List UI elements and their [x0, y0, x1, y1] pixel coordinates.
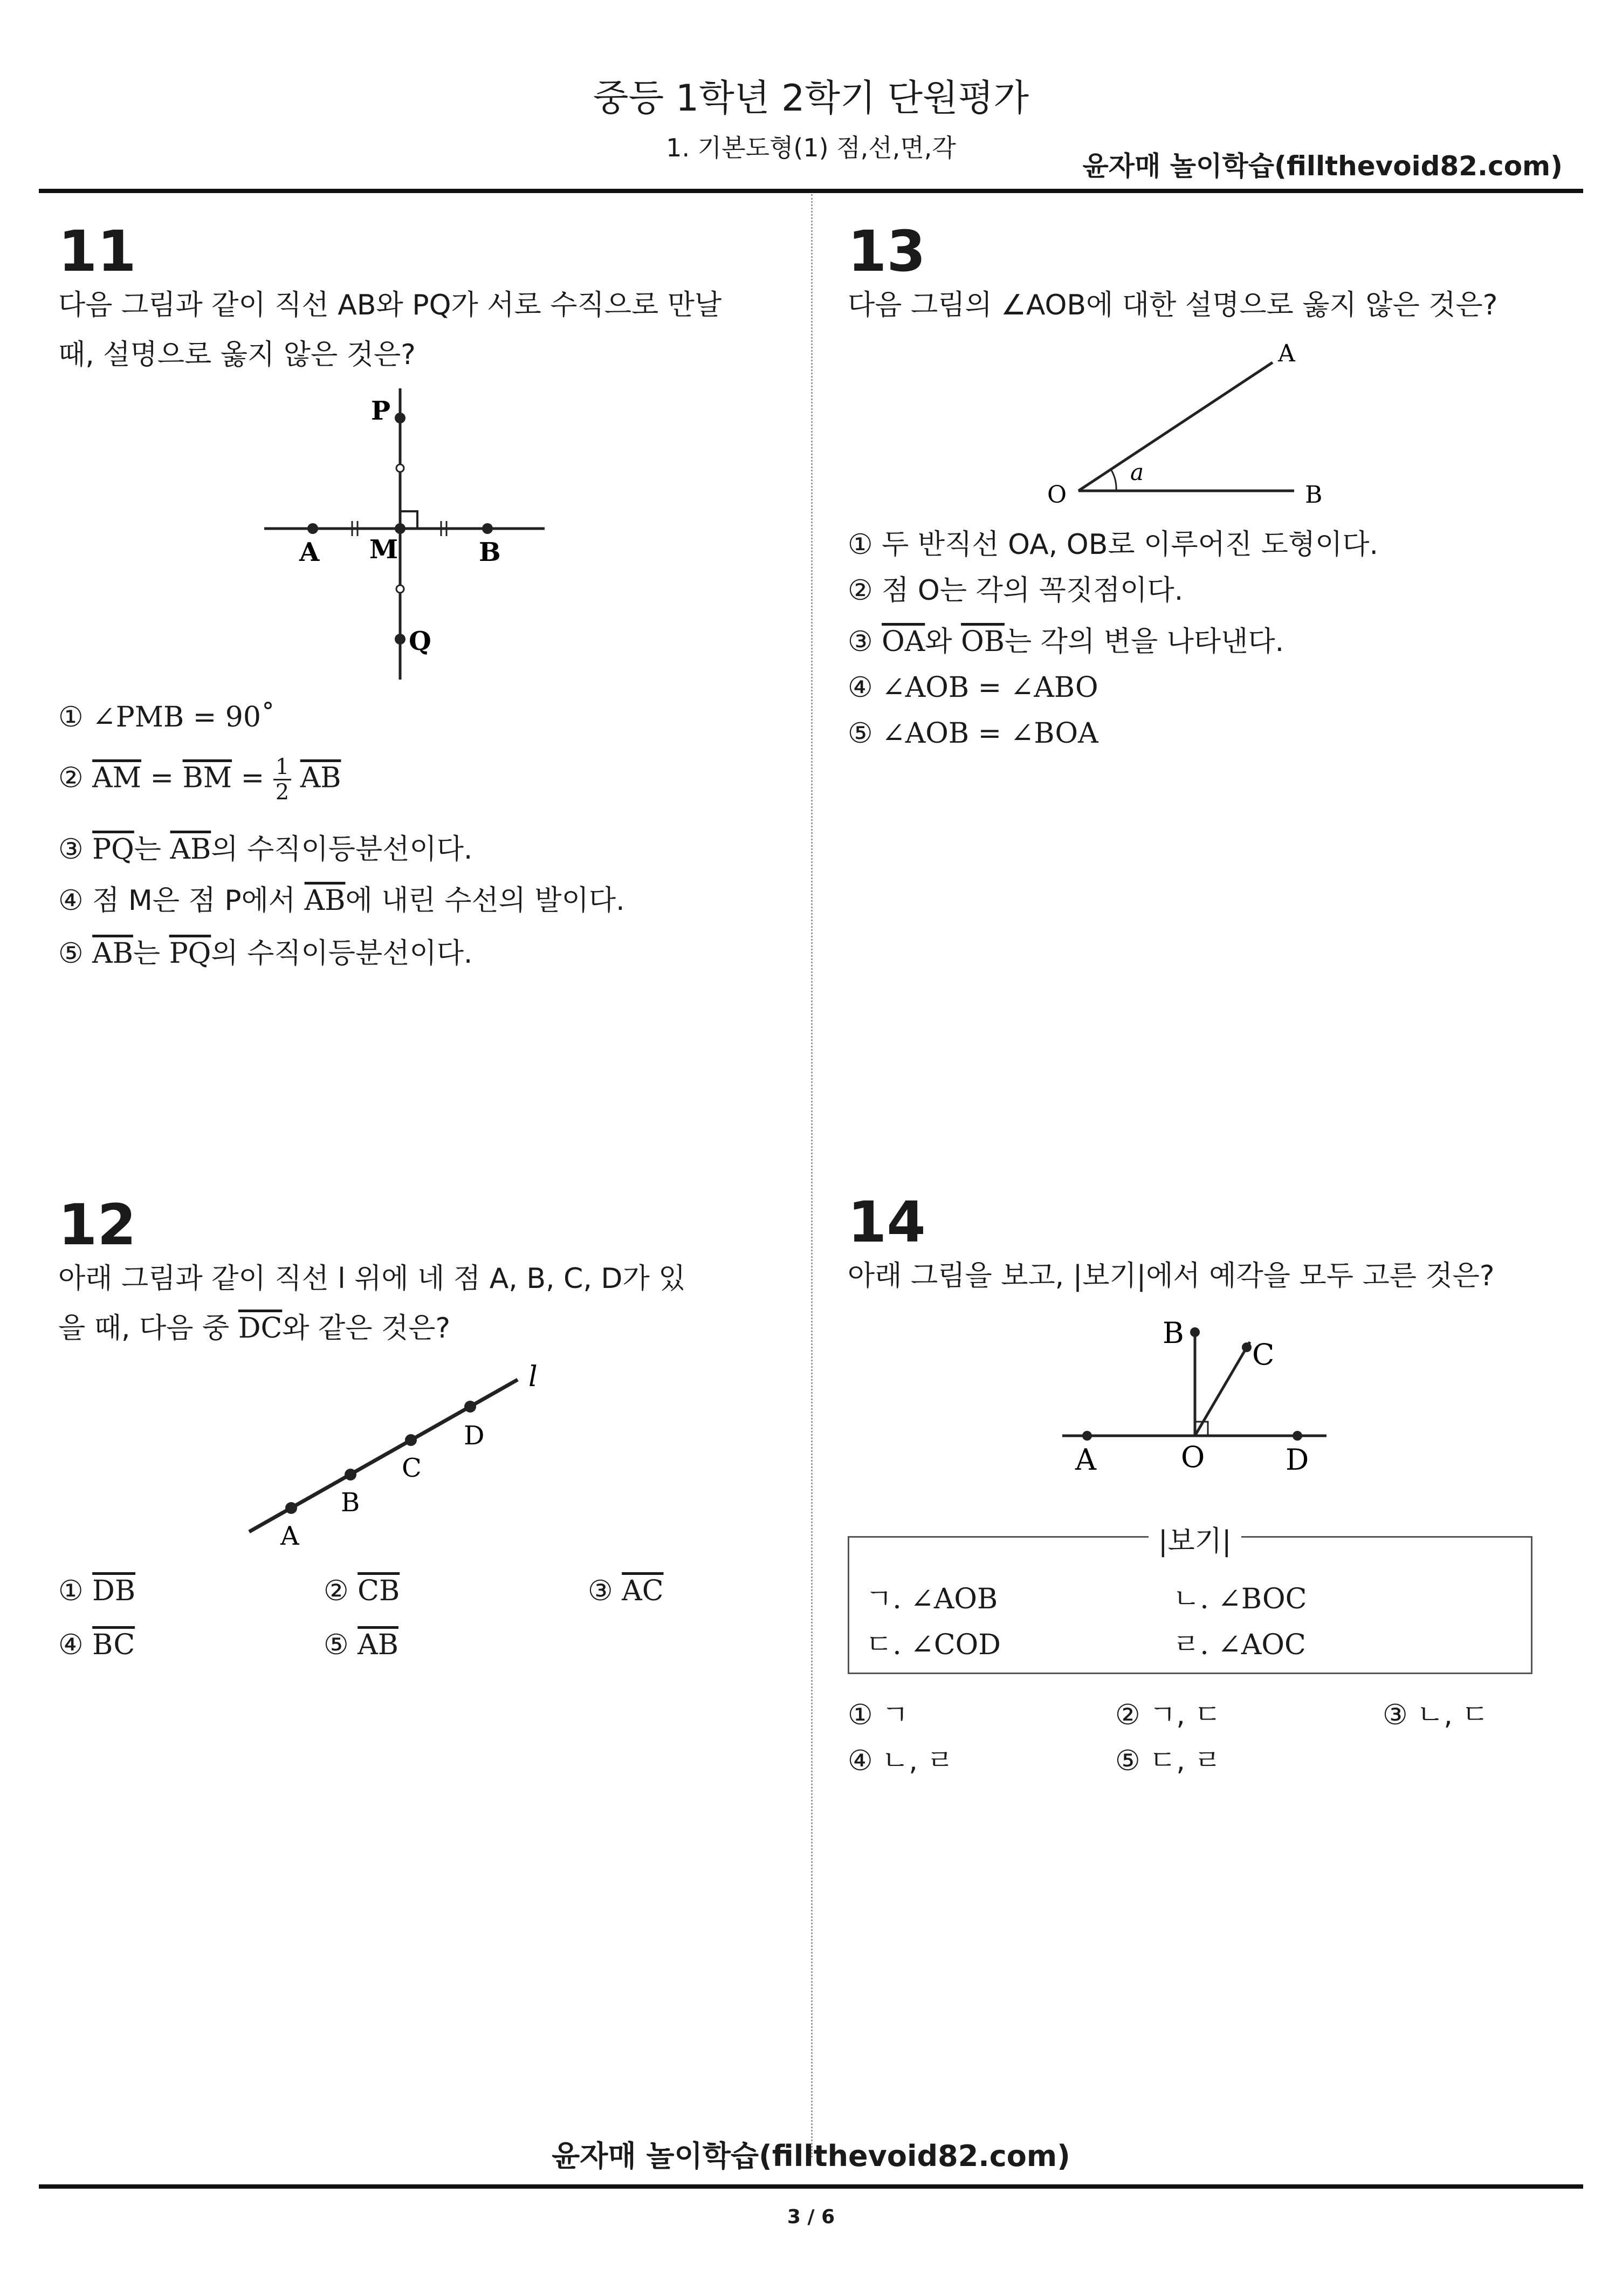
q14-label-o: O [1181, 1440, 1205, 1474]
q13-label-a: A [1278, 340, 1295, 367]
q13-choice-5[interactable]: ⑤ ∠AOB = ∠BOA [848, 717, 1098, 750]
q13-choice-3[interactable]: ③ $\overline{OA}$와 $\overline{OB}$는 각의 변을 나타낸다. [848, 626, 1284, 658]
q11-fraction: $\frac{1}{2}$ [273, 755, 291, 804]
q11-choice-4[interactable]: ④ 점 M은 점 P에서 $\overline{AB}$에 내린 수선의 발이다. [58, 885, 625, 917]
q11-text-line1: 다음 그림과 같이 직선 AB와 PQ가 서로 수직으로 만날 [58, 289, 722, 321]
page-number: 3 / 6 [787, 2206, 835, 2228]
q12-choice-2[interactable]: ② $\overline{CB}$ [324, 1575, 400, 1607]
q13-label-b: B [1305, 481, 1323, 509]
q13-choice-4[interactable]: ④ ∠AOB = ∠ABO [848, 671, 1098, 704]
q14-label-a: A [1075, 1443, 1096, 1477]
q11-label-b: B [479, 537, 501, 567]
bogi-item-3: ㄷ. ∠COD [865, 1629, 1001, 1661]
footer-rule [39, 2184, 1583, 2189]
q14-choice-1[interactable]: ① ㄱ [848, 1699, 909, 1731]
q12-text [58, 1254, 792, 1353]
q14-label-c: C [1252, 1338, 1275, 1372]
column-divider [811, 194, 813, 2157]
bogi-item-4: ㄹ. ∠AOC [1173, 1629, 1306, 1661]
bogi-item-1: ㄱ. ∠AOB [865, 1583, 998, 1615]
q12-label-d: D [464, 1421, 485, 1451]
page-subtitle: 1. 기본도형(1) 점,선,면,각 [666, 133, 956, 162]
q11-label-q: Q [409, 626, 431, 656]
q12-choice-5[interactable]: ⑤ $\overline{AB}$ [324, 1629, 398, 1661]
q11-figure [259, 378, 550, 690]
footer-brand: 윤자매 놀이학습(fillthevoid82.com) [552, 2139, 1070, 2173]
q12-choice-1[interactable]: ① $\overline{DB}$ [58, 1575, 136, 1607]
q11-text-line2: 때, 설명으로 옳지 않은 것은? [58, 339, 416, 371]
q12-choice-3[interactable]: ③ $\overline{AC}$ [588, 1575, 664, 1607]
q11-label-m: M [369, 534, 398, 565]
q14-choice-2[interactable]: ② ㄱ, ㄷ [1115, 1699, 1221, 1731]
q12-choice-4[interactable]: ④ $\overline{BC}$ [58, 1629, 135, 1661]
q11-choice-1[interactable]: ① ∠PMB = 90˚ [58, 701, 275, 734]
question-number-14: 14 [848, 1189, 926, 1255]
question-number-13: 13 [848, 218, 926, 284]
q12-label-a: A [280, 1521, 299, 1551]
q13-label-o: O [1047, 481, 1067, 509]
q11-text [58, 280, 775, 380]
q11-choice-5[interactable]: ⑤ $\overline{AB}$는 $\overline{PQ}$의 수직이등분선이다. [58, 937, 473, 970]
question-number-12: 12 [58, 1192, 136, 1258]
q12-text-line2: 을 때, 다음 중 $\overline{DC}$와 같은 것은? [58, 1312, 451, 1345]
q14-choice-5[interactable]: ⑤ ㄷ, ㄹ [1115, 1745, 1221, 1777]
q14-figure [1051, 1305, 1337, 1478]
q13-label-angle: a [1130, 459, 1144, 485]
header-rule [39, 189, 1583, 193]
q11-label-p: P [371, 396, 391, 426]
q14-choice-3[interactable]: ③ ㄴ, ㄷ [1383, 1699, 1489, 1731]
q13-text: 다음 그림의 ∠AOB에 대한 설명으로 옳지 않은 것은? [848, 289, 1498, 321]
q11-choice-3[interactable]: ③ $\overline{PQ}$는 $\overline{AB}$의 수직이등분선이다. [58, 833, 473, 866]
q11-label-a: A [299, 537, 320, 567]
q14-text: 아래 그림을 보고, |보기|에서 예각을 모두 고른 것은? [848, 1260, 1495, 1292]
q13-choice-1[interactable]: ① 두 반직선 OA, OB로 이루어진 도형이다. [848, 529, 1379, 561]
q14-label-d: D [1286, 1443, 1309, 1477]
q13-figure [1035, 334, 1337, 512]
bogi-item-2: ㄴ. ∠BOC [1173, 1583, 1307, 1615]
q12-label-c: C [402, 1453, 422, 1483]
page-title: 중등 1학년 2학기 단원평가 [593, 77, 1029, 120]
question-number-11: 11 [58, 218, 136, 284]
q12-text-line1: 아래 그림과 같이 직선 l 위에 네 점 A, B, C, D가 있 [58, 1263, 686, 1295]
q14-label-b: B [1163, 1316, 1184, 1350]
q13-choice-2[interactable]: ② 점 O는 각의 꼭짓점이다. [848, 574, 1184, 607]
header-brand: 윤자매 놀이학습(fillthevoid82.com) [1082, 150, 1563, 182]
q11-choice-2[interactable]: ② $\overline{AM} = \overline{BM}$ = $\frac{1}{2}$ $\overline{AB}$ [58, 755, 341, 805]
q12-label-b: B [341, 1488, 360, 1518]
q12-label-l: l [528, 1361, 538, 1393]
bogi-title: |보기| [1149, 1518, 1241, 1559]
q12-figure [237, 1354, 561, 1553]
q14-choice-4[interactable]: ④ ㄴ, ㄹ [848, 1745, 954, 1777]
